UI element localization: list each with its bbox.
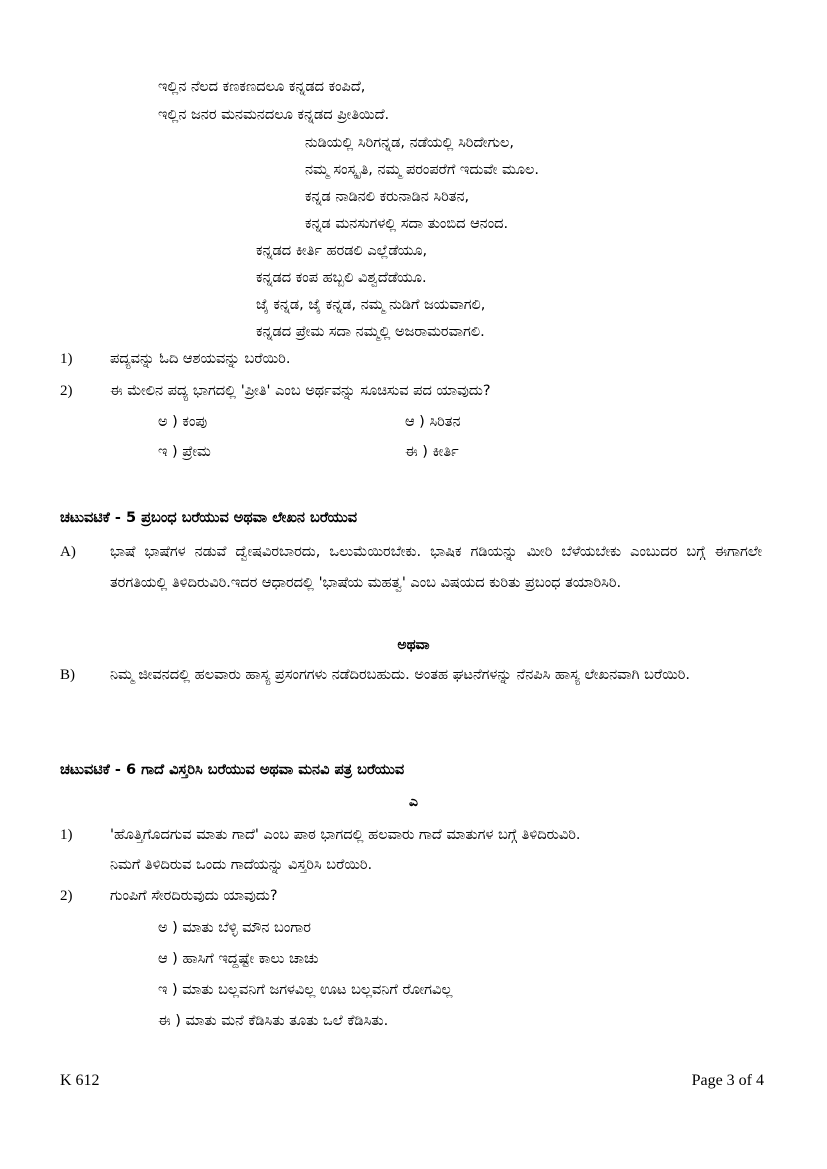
poem-line: ನುಡಿಯಲ್ಲಿ ಸಿರಿಗನ್ನಡ, ನಡೆಯಲ್ಲಿ ಸಿರಿದೇಗುಲ,	[305, 135, 515, 151]
question-text: ಗುಂಪಿಗೆ ಸೇರದಿರುವುದು ಯಾವುದು?	[110, 888, 278, 904]
question-text: ಈ ಮೇಲಿನ ಪದ್ಯ ಭಾಗದಲ್ಲಿ 'ಪ್ರೀತಿ' ಎಂಬ ಅರ್ಥವನ್ನು ಸೂಚಿಸುವ ಪದ ಯಾವುದು?	[110, 383, 491, 399]
option-item: ಆ ) ಹಾಸಿಗೆ ಇದ್ದಷ್ಟೇ ಕಾಲು ಚಾಚು	[158, 951, 319, 967]
poem-line: ಕನ್ನಡ ನಾಡಿನಲಿ ಕರುನಾಡಿನ ಸಿರಿತನ,	[305, 189, 470, 205]
option-item: ಈ ) ಮಾತು ಮನೆ ಕೆಡಿಸಿತು ತೂತು ಒಲೆ ಕೆಡಿಸಿತು.	[158, 1013, 389, 1029]
question-text: ಪದ್ಯವನ್ನು ಓದಿ ಆಶಯವನ್ನು ಬರೆಯಿರಿ.	[110, 351, 291, 367]
question-label-b: B)	[60, 667, 75, 683]
question-number: 1)	[60, 827, 73, 843]
question-text: 'ಹೊತ್ತಿಗೊದಗುವ ಮಾತು ಗಾದೆ' ಎಂಬ ಪಾಠ ಭಾಗದಲ್ಲಿ ಹಲವಾರು ಗಾದೆ ಮಾತುಗಳ ಬಗ್ಗೆ ತಿಳಿದಿರುವಿರಿ.	[110, 827, 581, 843]
poem-line: ಕನ್ನಡದ ಪ್ರೇಮ ಸದಾ ನಮ್ಮಲ್ಲಿ ಅಜರಾಮರವಾಗಲಿ.	[256, 324, 485, 340]
option-item: ಅ ) ಮಾತು ಬೆಳ್ಳಿ ಮೌನ ಬಂಗಾರ	[158, 920, 311, 936]
poem-line: ಕನ್ನಡದ ಕೀರ್ತಿ ಹರಡಲಿ ಎಲ್ಲೆಡೆಯೂ,	[256, 243, 428, 259]
activity5-a-text: ಭಾಷೆ ಭಾಷೆಗಳ ನಡುವೆ ದ್ವೇಷವಿರಬಾರದು, ಒಲುಮೆಯಿರಬೇಕು. ಭಾಷಿಕ ಗಡಿಯನ್ನು ಮೀರಿ ಬೆಳೆಯಬೇಕು ಎಂಬುದರ ಬಗ್ಗೆ ಈಗಾಗಲೇ ತರಗತಿಯಲ್ಲಿ ತಿಳಿದಿರುವಿರಿ.ಇದರ ಆಧಾರದಲ್ಲಿ 'ಭಾಷೆಯ ಮಹತ್ವ' ಎಂಬ ವಿಷಯದ ಕುರಿತು ಪ್ರಬಂಧ ತಯಾರಿಸಿರಿ.	[110, 544, 762, 591]
poem-line: ಕನ್ನಡದ ಕಂಪ ಹಬ್ಬಲಿ ವಿಶ್ವದೆಡೆಯೂ.	[256, 270, 427, 286]
activity5-b-text: ನಿಮ್ಮ ಜೀವನದಲ್ಲಿ ಹಲವಾರು ಹಾಸ್ಯ ಪ್ರಸಂಗಗಳು ನಡೆದಿರಬಹುದು. ಅಂತಹ ಘಟನೆಗಳನ್ನು ನೆನಪಿಸಿ ಹಾಸ್ಯ ಲೇಖನವಾಗಿ ಬರೆಯಿರಿ.	[110, 667, 691, 683]
activity6-subsection: ಎ	[409, 794, 418, 810]
or-separator: ಅಥವಾ	[397, 637, 430, 653]
page-number: Page 3 of 4	[691, 1072, 764, 1089]
poem-line: ನಮ್ಮ ಸಂಸ್ಕೃತಿ, ನಮ್ಮ ಪರಂಪರೆಗೆ ಇದುವೇ ಮೂಲ.	[305, 162, 540, 178]
question-label-a: A)	[60, 544, 76, 560]
poem-line: ಇಲ್ಲಿನ ಜನರ ಮನಮನದಲೂ ಕನ್ನಡದ ಪ್ರೀತಿಯಿದೆ.	[158, 107, 390, 123]
option-i: ಇ ) ಪ್ರೇಮ	[158, 444, 211, 460]
poem-line: ಜೈ ಕನ್ನಡ, ಜೈ ಕನ್ನಡ, ನಮ್ಮ ನುಡಿಗೆ ಜಯವಾಗಲಿ,	[256, 297, 486, 313]
option-aa: ಆ ) ಸಿರಿತನ	[405, 414, 461, 430]
activity5-heading: ಚಟುವಟಿಕೆ - 5 ಪ್ರಬಂಧ ಬರೆಯುವ ಅಥವಾ ಲೇಖನ ಬರೆಯುವ	[60, 510, 358, 526]
paper-code: K 612	[60, 1072, 100, 1089]
question-text: ನಿಮಗೆ ತಿಳಿದಿರುವ ಒಂದು ಗಾದೆಯನ್ನು ವಿಸ್ತರಿಸಿ ಬರೆಯಿರಿ.	[110, 857, 373, 873]
question-number: 2)	[60, 383, 73, 399]
poem-line: ಕನ್ನಡ ಮನಸುಗಳಲ್ಲಿ ಸದಾ ತುಂಬಿದ ಆನಂದ.	[305, 216, 509, 232]
option-item: ಇ ) ಮಾತು ಬಲ್ಲವನಿಗೆ ಜಗಳವಿಲ್ಲ ಊಟ ಬಲ್ಲವನಿಗೆ ರೋಗವಿಲ್ಲ	[158, 982, 453, 998]
poem-line: ಇಲ್ಲಿನ ನೆಲದ ಕಣಕಣದಲೂ ಕನ್ನಡದ ಕಂಪಿದೆ,	[158, 79, 366, 95]
option-ii: ಈ ) ಕೀರ್ತಿ	[405, 444, 459, 460]
option-a: ಅ ) ಕಂಪು	[158, 414, 208, 430]
question-number: 2)	[60, 888, 73, 904]
activity6-heading: ಚಟುವಟಿಕೆ - 6 ಗಾದೆ ವಿಸ್ತರಿಸಿ ಬರೆಯುವ ಅಥವಾ ಮನವಿ ಪತ್ರ ಬರೆಯುವ	[60, 762, 405, 778]
question-number: 1)	[60, 351, 73, 367]
